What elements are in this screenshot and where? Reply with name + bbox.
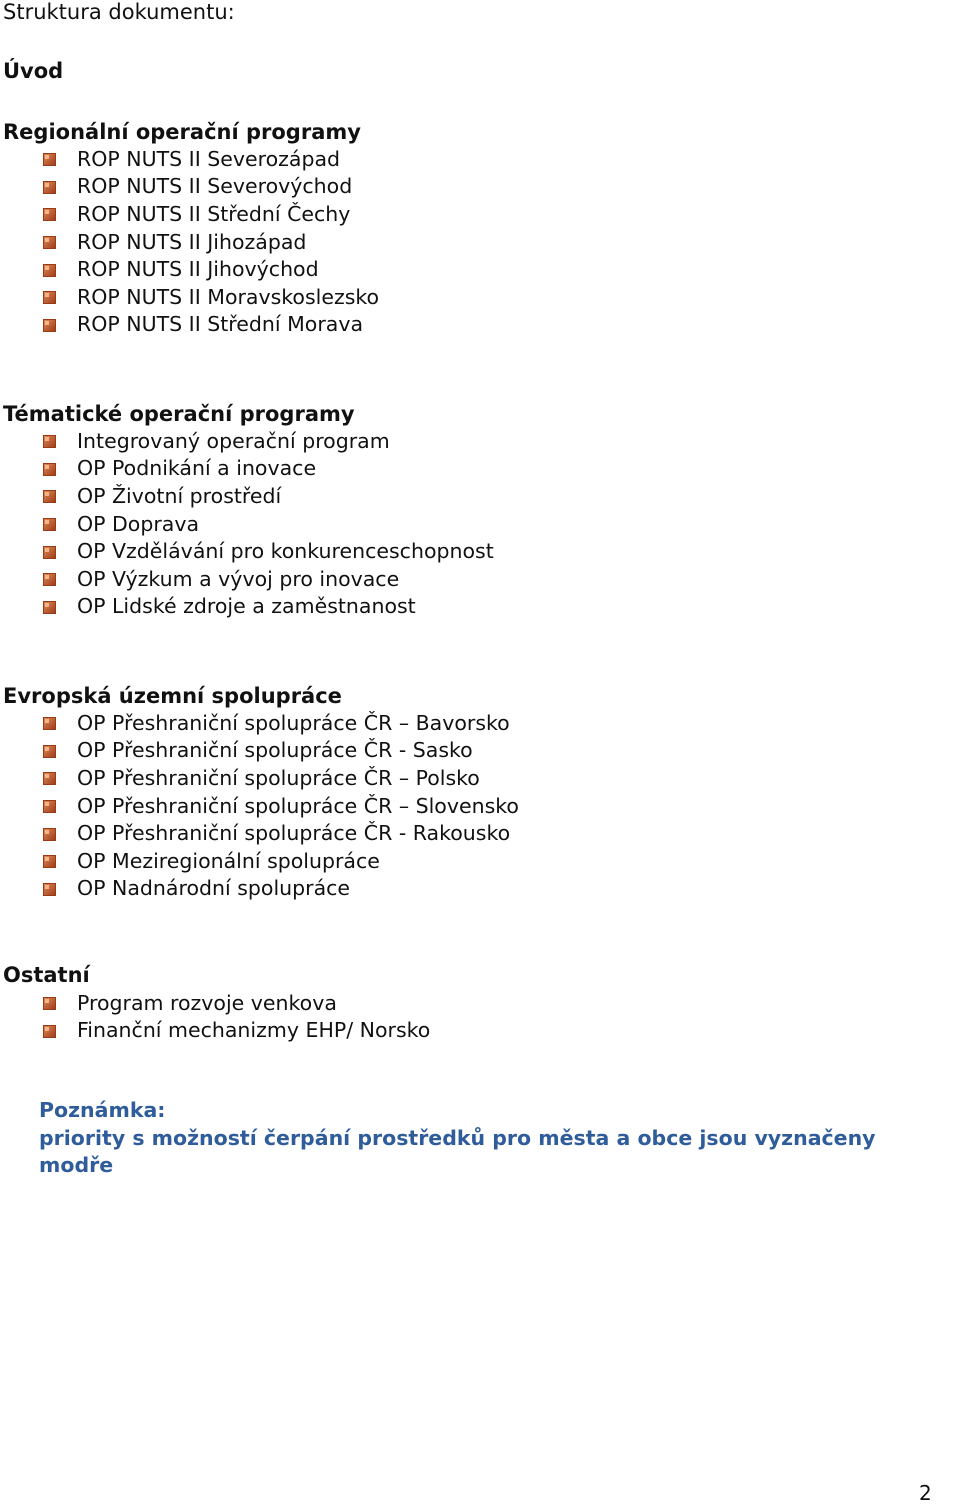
list-item-text: ROP NUTS II Severovýchod xyxy=(77,174,353,199)
list-item xyxy=(43,200,379,228)
square-bullet-icon xyxy=(43,828,56,841)
list-item-text: ROP NUTS II Střední Morava xyxy=(77,312,364,337)
list-item-text: ROP NUTS II Jihozápad xyxy=(77,229,307,254)
square-bullet-icon xyxy=(43,573,56,586)
list-item-text: OP Přeshraniční spolupráce ČR - Sasko xyxy=(77,738,473,763)
list-item xyxy=(43,228,379,256)
list-item-text: ROP NUTS II Moravskoslezsko xyxy=(77,284,380,309)
list-item xyxy=(43,427,494,455)
list-item xyxy=(43,1017,430,1045)
list-item xyxy=(43,455,494,483)
list-item-text: OP Výzkum a vývoj pro inovace xyxy=(77,566,400,591)
list-item-text: ROP NUTS II Jihovýchod xyxy=(77,257,319,282)
square-bullet-icon xyxy=(43,291,56,304)
square-bullet-icon xyxy=(43,463,56,476)
list-item xyxy=(43,709,519,737)
square-bullet-icon xyxy=(43,319,56,332)
list-item-text: ROP NUTS II Střední Čechy xyxy=(77,201,351,226)
list-item-text: OP Meziregionální spolupráce xyxy=(77,848,380,873)
square-bullet-icon xyxy=(43,208,56,221)
section-heading-territorial: Evropská územní spolupráce xyxy=(3,684,342,708)
list-item xyxy=(43,593,494,621)
list-item xyxy=(43,565,494,593)
square-bullet-icon xyxy=(43,518,56,531)
list-item xyxy=(43,875,519,903)
list-item-text: Integrovaný operační program xyxy=(77,428,390,453)
list-item xyxy=(43,283,379,311)
list-territorial xyxy=(43,709,519,902)
list-item-text: OP Nadnárodní spolupráce xyxy=(77,876,351,901)
note-block xyxy=(39,1097,876,1180)
list-regional xyxy=(43,145,379,338)
square-bullet-icon xyxy=(43,601,56,614)
list-item xyxy=(43,792,519,820)
square-bullet-icon xyxy=(43,236,56,249)
note-label: Poznámka: xyxy=(39,1098,166,1122)
list-item-text: Finanční mechanizmy EHP/ Norsko xyxy=(77,1018,431,1043)
list-item-text: OP Lidské zdroje a zaměstnanost xyxy=(77,594,416,619)
list-thematic xyxy=(43,427,494,620)
page-number: 2 xyxy=(919,1481,932,1505)
square-bullet-icon xyxy=(43,1025,56,1038)
list-item-text: ROP NUTS II Severozápad xyxy=(77,146,341,171)
square-bullet-icon xyxy=(43,546,56,559)
list-item-text: OP Přeshraniční spolupráce ČR – Slovensko xyxy=(77,793,519,818)
note-text-line-2: modře xyxy=(39,1153,114,1177)
square-bullet-icon xyxy=(43,264,56,277)
list-item xyxy=(43,737,519,765)
square-bullet-icon xyxy=(43,490,56,503)
note-text-line-1: priority s možností čerpání prostředků pro města a obce jsou vyznačeny xyxy=(39,1125,876,1150)
square-bullet-icon xyxy=(43,997,56,1010)
list-item xyxy=(43,145,379,173)
list-item-text: OP Doprava xyxy=(77,511,200,536)
intro-heading: Úvod xyxy=(3,59,64,83)
list-item xyxy=(43,764,519,792)
square-bullet-icon xyxy=(43,435,56,448)
square-bullet-icon xyxy=(43,800,56,813)
list-item-text: OP Přeshraniční spolupráce ČR – Bavorsko xyxy=(77,710,510,735)
section-heading-other: Ostatní xyxy=(3,963,90,987)
list-item xyxy=(43,847,519,875)
list-item xyxy=(43,510,494,538)
square-bullet-icon xyxy=(43,883,56,896)
list-item xyxy=(43,819,519,847)
square-bullet-icon xyxy=(43,855,56,868)
document-title: Struktura dokumentu: xyxy=(3,0,235,24)
list-item xyxy=(43,989,430,1017)
list-item-text: OP Životní prostředí xyxy=(77,483,282,508)
section-heading-regional: Regionální operační programy xyxy=(3,120,361,144)
list-item-text: OP Vzdělávání pro konkurenceschopnost xyxy=(77,539,494,564)
square-bullet-icon xyxy=(43,745,56,758)
list-item-text: Program rozvoje venkova xyxy=(77,990,337,1015)
list-item xyxy=(43,255,379,283)
list-item xyxy=(43,311,379,339)
list-item-text: OP Podnikání a inovace xyxy=(77,456,317,481)
list-item-text: OP Přeshraniční spolupráce ČR – Polsko xyxy=(77,765,480,790)
square-bullet-icon xyxy=(43,153,56,166)
list-other xyxy=(43,989,430,1044)
square-bullet-icon xyxy=(43,772,56,785)
square-bullet-icon xyxy=(43,717,56,730)
section-heading-thematic: Tématické operační programy xyxy=(3,402,355,426)
list-item xyxy=(43,482,494,510)
square-bullet-icon xyxy=(43,181,56,194)
list-item xyxy=(43,173,379,201)
list-item-text: OP Přeshraniční spolupráce ČR - Rakousko xyxy=(77,821,511,846)
list-item xyxy=(43,537,494,565)
